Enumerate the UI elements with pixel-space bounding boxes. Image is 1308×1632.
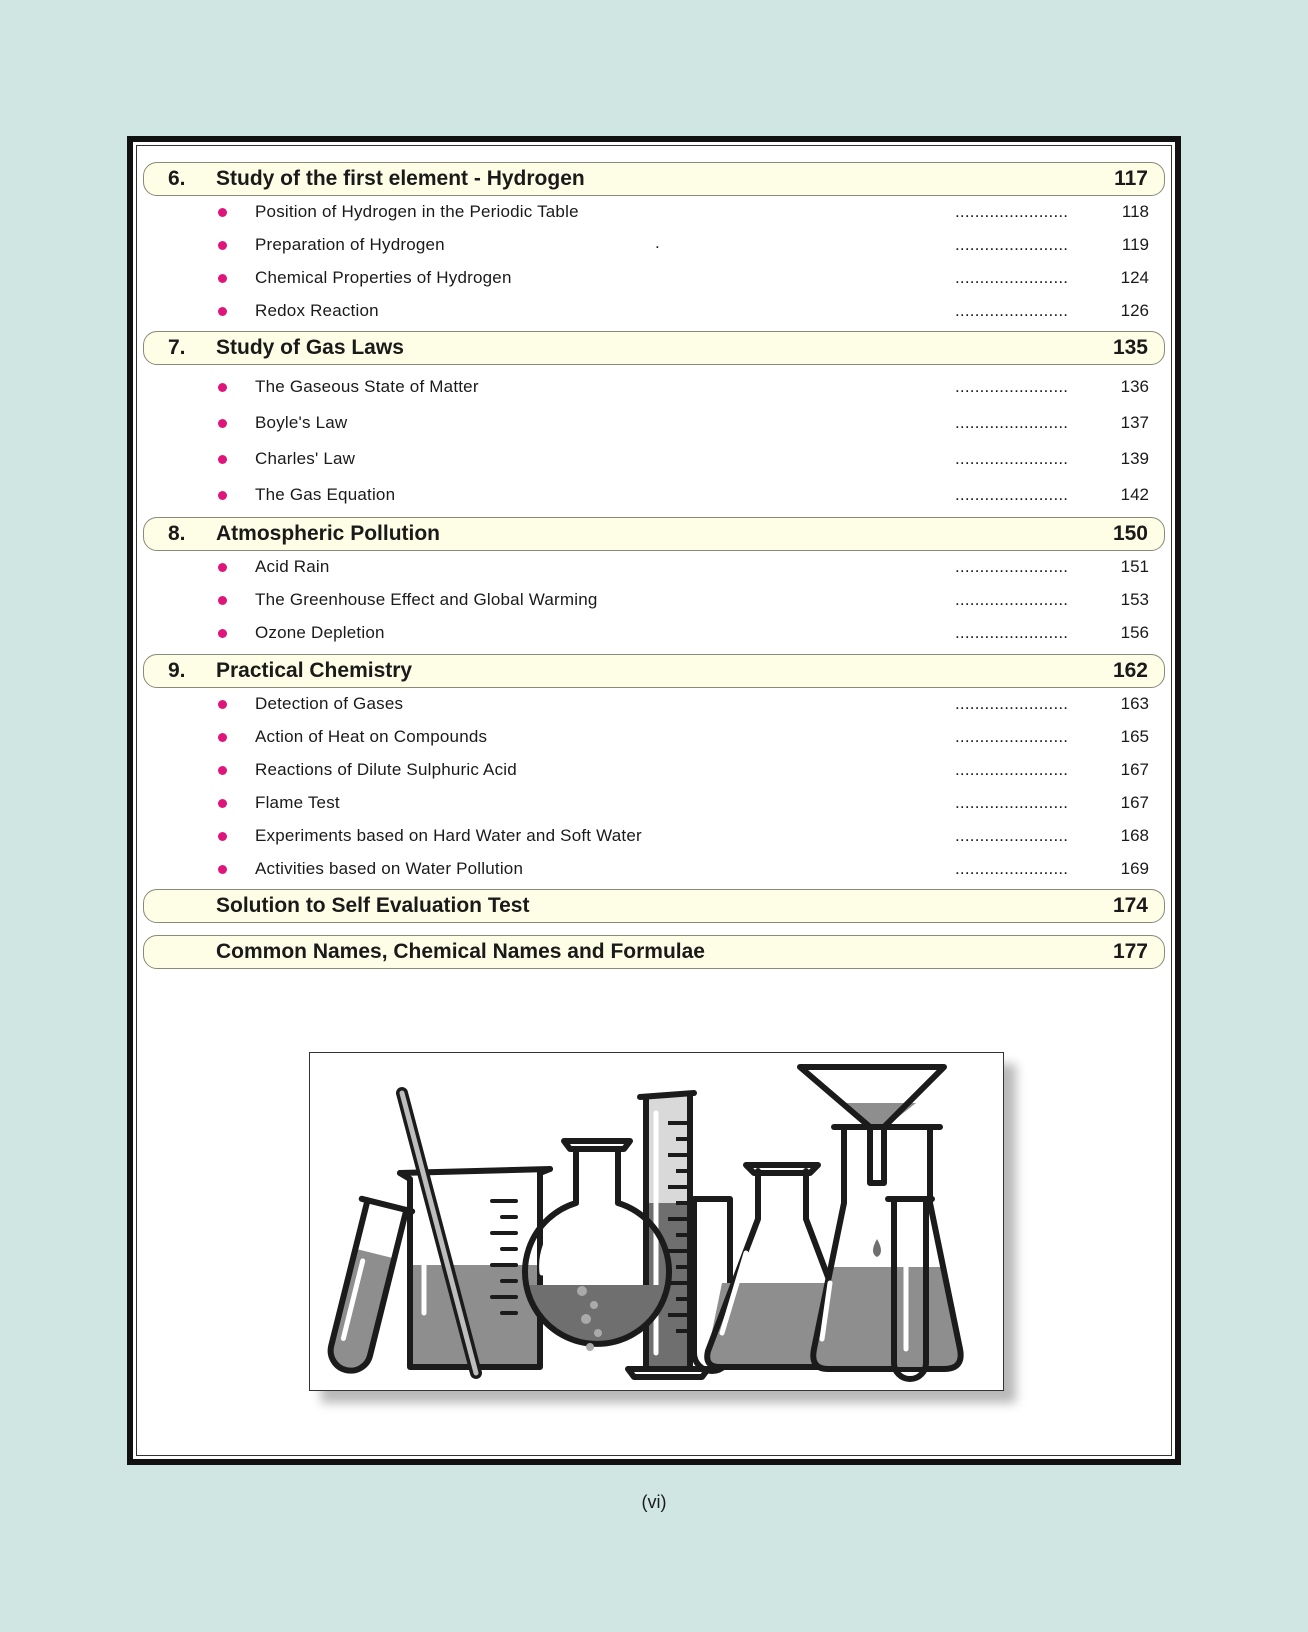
chapter-page: 150 [1112,522,1148,545]
dot-leader: ....................... [955,268,1069,287]
topic-label: Boyle's Law [255,413,348,432]
topic-label: Activities based on Water Pollution [255,859,524,878]
chapter-number: 8. [168,522,186,545]
bullet-icon [218,629,227,638]
topic-item[interactable] [143,584,1165,617]
bullet-icon [218,208,227,217]
topic-page: 151 [1120,557,1149,576]
dot-leader: ....................... [955,449,1069,468]
topic-item[interactable] [143,196,1165,229]
chapter-title: Study of Gas Laws [216,336,404,359]
table-of-contents [143,162,1165,969]
dot-leader: ....................... [955,235,1069,254]
bullet-icon [218,455,227,464]
topic-item[interactable] [143,787,1165,820]
bullet-icon [218,491,227,500]
topic-page: 169 [1120,859,1149,878]
lab-glassware-illustration [309,1052,1004,1391]
topic-page: 119 [1121,235,1149,254]
topic-page: 167 [1120,793,1149,812]
dot-leader: ....................... [955,859,1069,878]
funnel-icon [800,1067,944,1257]
laboratory-glassware-icon [310,1053,1002,1389]
topic-label: Position of Hydrogen in the Periodic Table [255,202,579,221]
bullet-icon [218,596,227,605]
topic-label: Chemical Properties of Hydrogen [255,268,512,287]
dot-leader: ....................... [955,760,1069,779]
topic-page: 139 [1120,449,1149,468]
dot-leader: ....................... [955,694,1069,713]
bullet-icon [218,733,227,742]
topic-label: Charles' Law [255,449,356,468]
topic-label: Experiments based on Hard Water and Soft Water [255,826,642,845]
topic-label: Detection of Gases [255,694,404,713]
topic-label: Acid Rain [255,557,330,576]
dot-leader: ....................... [955,623,1069,642]
bullet-icon [218,274,227,283]
chapter-heading-6[interactable] [143,162,1165,196]
topic-page: 153 [1120,590,1149,609]
chapter-heading-8[interactable] [143,517,1165,551]
section-title: Common Names, Chemical Names and Formulae [216,940,705,963]
chapter-heading-9[interactable] [143,654,1165,688]
chapter-title: Atmospheric Pollution [216,522,441,545]
chapter-heading-7[interactable] [143,331,1165,365]
section-heading-common-names[interactable] [143,935,1165,969]
bullet-icon [218,700,227,709]
topic-label: Preparation of Hydrogen [255,235,445,254]
topic-page: 142 [1120,485,1149,504]
chapter-title: Practical Chemistry [216,659,413,682]
topic-label: Reactions of Dilute Sulphuric Acid [255,760,517,779]
chapter-number: 6. [168,167,186,190]
chapter-page: 135 [1112,336,1148,359]
topic-item[interactable] [143,262,1165,295]
topic-item[interactable] [143,688,1165,721]
topic-item[interactable] [143,820,1165,853]
section-heading-solutions[interactable] [143,889,1165,923]
topic-page: 137 [1120,413,1149,432]
topic-item[interactable] [143,551,1165,584]
dot-leader: ....................... [955,590,1069,609]
section-page: 174 [1112,894,1148,917]
topic-page: 136 [1120,377,1149,396]
dot-leader: ....................... [955,377,1069,396]
chapter-title: Study of the first element - Hydrogen [216,167,585,190]
chapter-page: 162 [1112,659,1148,682]
topic-page: 167 [1120,760,1149,779]
bullet-icon [218,563,227,572]
topic-page: 126 [1120,301,1149,320]
topic-page: 124 [1120,268,1149,287]
topic-item[interactable] [143,407,1165,443]
bullet-icon [218,832,227,841]
chapter-number: 9. [168,659,186,682]
dot-leader: ....................... [955,301,1069,320]
section-title: Solution to Self Evaluation Test [216,894,530,917]
topic-label: The Gas Equation [255,485,396,504]
topic-label: Ozone Depletion [255,623,385,642]
topic-page: 156 [1120,623,1149,642]
topic-page: 165 [1120,727,1149,746]
dot-leader: ....................... [955,557,1069,576]
bullet-icon [218,241,227,250]
bullet-icon [218,865,227,874]
topic-item[interactable] [143,295,1165,331]
dot-leader: ....................... [955,485,1069,504]
topic-label: Flame Test [255,793,340,812]
topic-page: 168 [1120,826,1149,845]
test-tube-icon [321,1199,413,1377]
stray-mark: . [655,233,660,252]
bullet-icon [218,799,227,808]
bullet-icon [218,419,227,428]
dot-leader: ....................... [955,826,1069,845]
topic-item[interactable] [143,853,1165,889]
bullet-icon [218,383,227,392]
topic-item[interactable] [143,721,1165,754]
dot-leader: ....................... [955,793,1069,812]
topic-item[interactable] [143,371,1165,407]
topic-label: Redox Reaction [255,301,379,320]
topic-page: 163 [1120,694,1149,713]
topic-item[interactable] [143,443,1165,479]
chapter-number: 7. [168,336,186,359]
dot-leader: ....................... [955,202,1069,221]
dot-leader: ....................... [955,727,1069,746]
bullet-icon [218,307,227,316]
topic-label: The Greenhouse Effect and Global Warming [255,590,598,609]
topic-item[interactable] [143,479,1165,517]
topic-item[interactable] [143,617,1165,654]
chapter-page: 117 [1114,167,1148,190]
topic-label: Action of Heat on Compounds [255,727,488,746]
topic-page: 118 [1121,202,1149,221]
topic-label: The Gaseous State of Matter [255,377,479,396]
dot-leader: ....................... [955,413,1069,432]
page-number: (vi) [641,1492,667,1512]
test-tube-icon [888,1199,932,1379]
section-page: 177 [1112,940,1148,963]
topic-item[interactable] [143,229,1165,262]
topic-item[interactable] [143,754,1165,787]
bullet-icon [218,766,227,775]
